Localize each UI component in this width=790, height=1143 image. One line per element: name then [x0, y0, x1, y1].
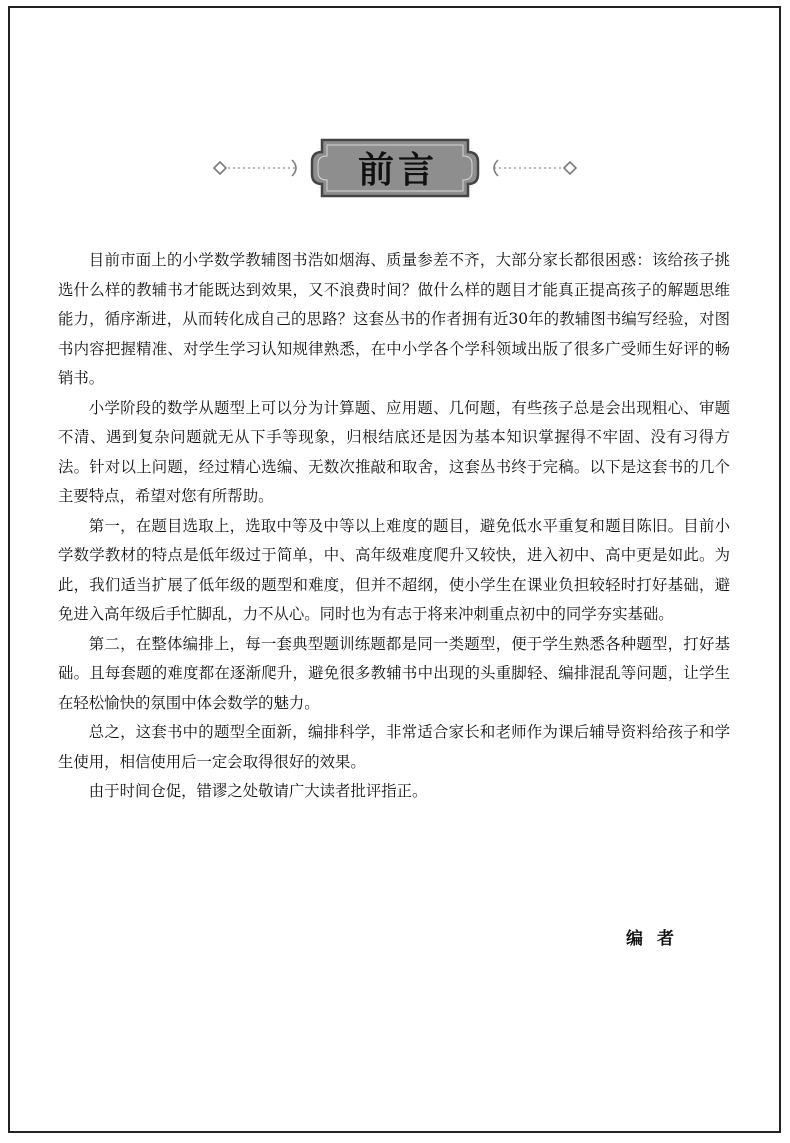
signature: 编者	[626, 929, 688, 949]
preface-body	[58, 246, 730, 807]
paragraph-intro: 目前市面上的小学数学教辅图书浩如烟海、质量参差不齐，大部分家长都很困惑：该给孩子挑选什么样的教辅书才能既达到效果，又不浪费时间？做什么样的题目才能真正提高孩子的解题思维能力，循序渐进，从而转化成自己的思路？这套丛书的作者拥有近30年的教辅图书编写经验，对图书内容把握精准、对学生学习认知规律熟悉，在中小学各个学科领域出版了很多广受师生好评的畅销书。	[58, 251, 730, 387]
paragraph-feature-2: 第二，在整体编排上，每一套典型题训练题都是同一类题型，便于学生熟悉各种题型，打好基础。且每套题的难度都在逐渐爬升，避免很多教辅书中出现的头重脚轻、编排混乱等问题，让学生在轻松愉快的氛围中体会数学的魅力。	[58, 634, 730, 712]
page-title: 前言	[357, 149, 438, 191]
right-ornament-icon	[494, 160, 576, 176]
paragraph-summary: 总之，这套书中的题型全面新，编排科学，非常适合家长和老师作为课后辅导资料给孩子和学生使用，相信使用后一定会取得很好的效果。	[58, 723, 730, 771]
paragraph-problems: 小学阶段的数学从题型上可以分为计算题、应用题、几何题，有些孩子总是会出现粗心、审题不清、遇到复杂问题就无从下手等现象，归根结底还是因为基本知识掌握得不牢固、没有习得方法。针对以上问题，经过精心选编、无数次推敲和取舍，这套丛书终于完稿。以下是这套书的几个主要特点，希望对您有所帮助。	[58, 398, 730, 505]
paragraph-apology: 由于时间仓促，错谬之处敬请广大读者批评指正。	[88, 782, 428, 800]
paragraph-feature-1: 第一，在题目选取上，选取中等及中等以上难度的题目，避免低水平重复和题目陈旧。目前小学数学教材的特点是低年级过于简单，中、高年级难度爬升又较快，进入初中、高中更是如此。为此，我们适当扩展了低年级的题型和难度，但并不超纲，使小学生在课业负担较轻时打好基础，避免进入高年级后手忙脚乱，力不从心。同时也为有志于将来冲刺重点初中的同学夯实基础。	[58, 516, 730, 623]
left-ornament-icon	[214, 160, 296, 176]
